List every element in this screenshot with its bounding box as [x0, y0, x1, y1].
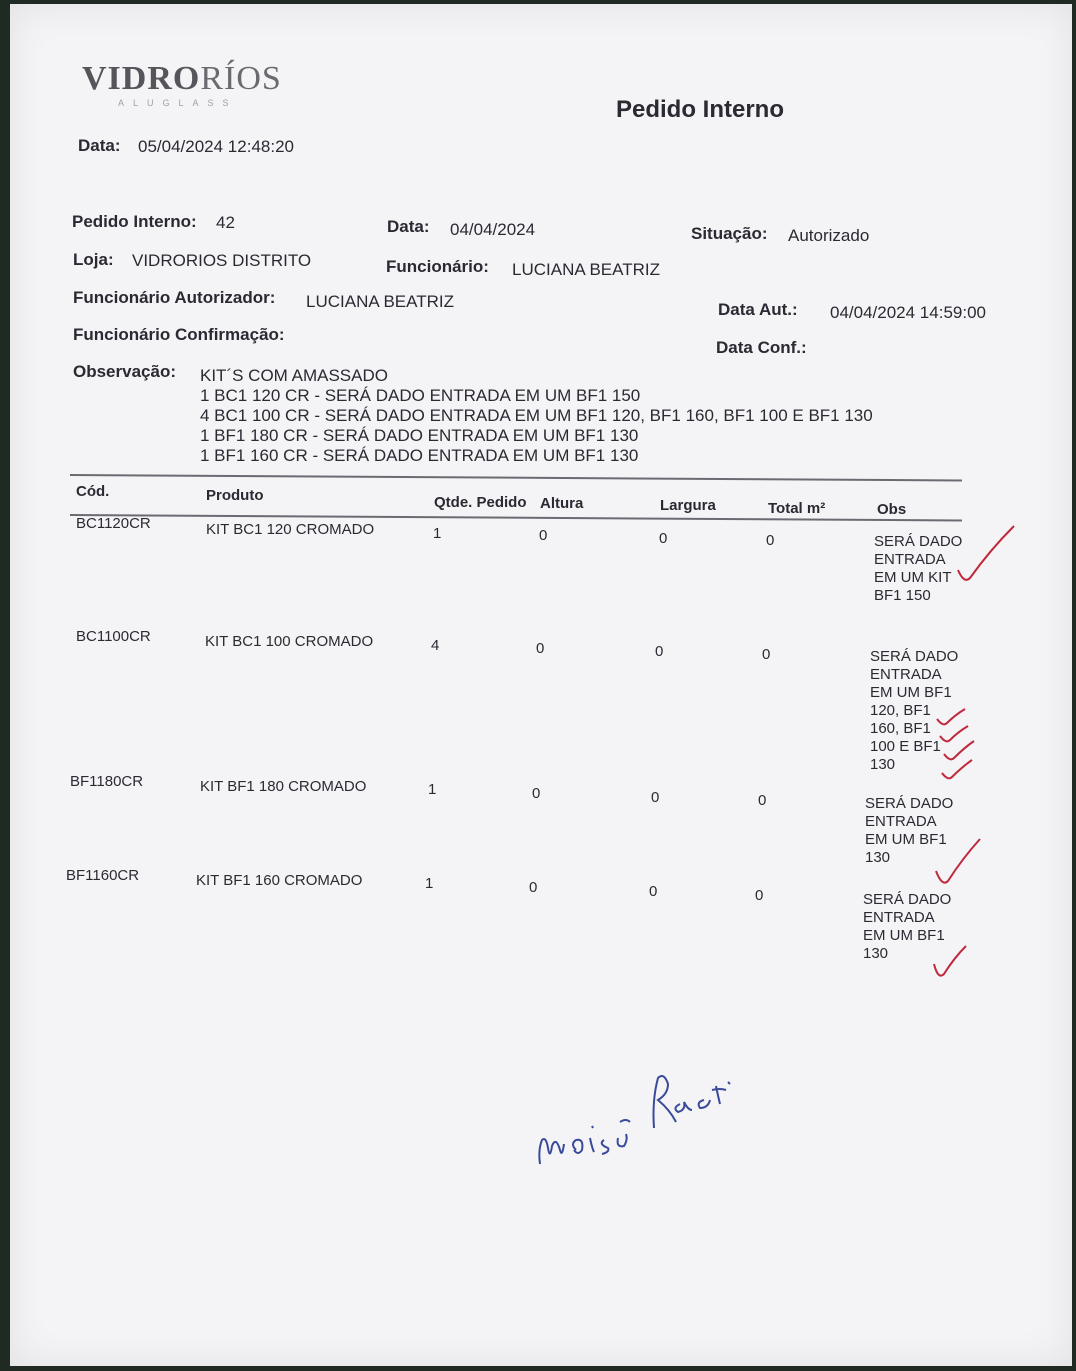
table-row-qtde: 1 — [425, 875, 434, 892]
document-title: Pedido Interno — [616, 96, 784, 123]
handwritten-signature — [520, 1060, 760, 1170]
table-row-obs: SERÁ DADO ENTRADA EM UM BF1 130 — [863, 891, 952, 962]
table-row-obs: SERÁ DADO ENTRADA EM UM BF1 120, BF1 160, BF1 100 E BF1 130 — [870, 648, 959, 773]
table-row-qtde: 1 — [433, 525, 442, 542]
col-header-produto: Produto — [206, 487, 264, 504]
checkmark-icon — [928, 942, 972, 982]
situacao-value: Autorizado — [788, 226, 870, 245]
checkmark-icon — [930, 835, 986, 889]
col-header-qtde: Qtde. Pedido — [434, 494, 527, 511]
table-row-obs: SERÁ DADO ENTRADA EM UM BF1 130 — [865, 795, 954, 866]
print-date-value: 05/04/2024 12:48:20 — [138, 137, 294, 156]
observacao-line-5: 1 BF1 160 CR - SERÁ DADO ENTRADA EM UM BF1 130 — [200, 446, 639, 465]
table-row-altura: 0 — [539, 527, 548, 544]
observacao-line-2: 1 BC1 120 CR - SERÁ DADO ENTRADA EM UM BF1 150 — [200, 386, 641, 405]
table-row-obs: SERÁ DADO ENTRADA EM UM KIT BF1 150 — [874, 533, 963, 604]
col-header-cod: Cód. — [76, 483, 110, 500]
table-row-largura: 0 — [649, 883, 658, 900]
table-row-altura: 0 — [536, 640, 545, 657]
table-row-largura: 0 — [655, 643, 664, 660]
table-row-produto: KIT BF1 180 CROMADO — [200, 778, 367, 795]
company-logo: VIDRORÍOS — [82, 60, 282, 97]
table-row-largura: 0 — [651, 789, 660, 806]
data-label: Data: — [387, 217, 430, 236]
table-row-produto: KIT BC1 100 CROMADO — [205, 633, 374, 650]
table-row-altura: 0 — [529, 879, 538, 896]
data-aut-value: 04/04/2024 14:59:00 — [830, 303, 986, 322]
data-aut-label: Data Aut.: — [718, 300, 798, 319]
table-row-cod: BC1120CR — [76, 515, 151, 532]
pedido-value: 42 — [216, 213, 235, 232]
pedido-label: Pedido Interno: — [72, 212, 197, 231]
table-row-qtde: 4 — [431, 637, 440, 654]
table-row-total: 0 — [755, 887, 764, 904]
table-row-qtde: 1 — [428, 781, 437, 798]
func-autorizador-value: LUCIANA BEATRIZ — [306, 292, 454, 311]
logo-subtitle: ALUGLASS — [118, 98, 238, 108]
observacao-line-1: KIT´S COM AMASSADO — [200, 366, 388, 385]
data-value: 04/04/2024 — [450, 220, 536, 239]
observacao-line-3: 4 BC1 100 CR - SERÁ DADO ENTRADA EM UM BF1 120, BF1 160, BF1 100 E BF1 130 — [200, 406, 873, 425]
table-row-cod: BF1160CR — [66, 867, 140, 884]
col-header-total: Total m² — [768, 500, 826, 517]
print-date-label: Data: — [78, 136, 121, 155]
checkmark-icon — [950, 520, 1020, 590]
table-row-total: 0 — [766, 532, 775, 549]
col-header-obs: Obs — [877, 501, 907, 518]
table-row-largura: 0 — [659, 530, 668, 547]
table-row-total: 0 — [758, 792, 767, 809]
loja-value: VIDRORIOS DISTRITO — [132, 251, 312, 270]
table-row-cod: BF1180CR — [70, 773, 144, 790]
table-row-total: 0 — [762, 646, 771, 663]
funcionario-label: Funcionário: — [386, 257, 489, 276]
situacao-label: Situação: — [691, 224, 768, 243]
col-header-largura: Largura — [660, 497, 716, 514]
data-conf-label: Data Conf.: — [716, 338, 807, 357]
table-row-produto: KIT BC1 120 CROMADO — [206, 521, 375, 538]
func-autorizador-label: Funcionário Autorizador: — [73, 288, 276, 307]
table-row-cod: BC1100CR — [76, 628, 151, 645]
table-row-altura: 0 — [532, 785, 541, 802]
func-confirmacao-label: Funcionário Confirmação: — [73, 325, 285, 344]
table-row-produto: KIT BF1 160 CROMADO — [196, 872, 363, 889]
funcionario-value: LUCIANA BEATRIZ — [512, 260, 660, 279]
observacao-label: Observação: — [73, 362, 176, 381]
checkmark-icon — [940, 757, 976, 783]
col-header-altura: Altura — [540, 495, 584, 512]
loja-label: Loja: — [73, 250, 114, 269]
observacao-line-4: 1 BF1 180 CR - SERÁ DADO ENTRADA EM UM BF1 130 — [200, 426, 639, 445]
